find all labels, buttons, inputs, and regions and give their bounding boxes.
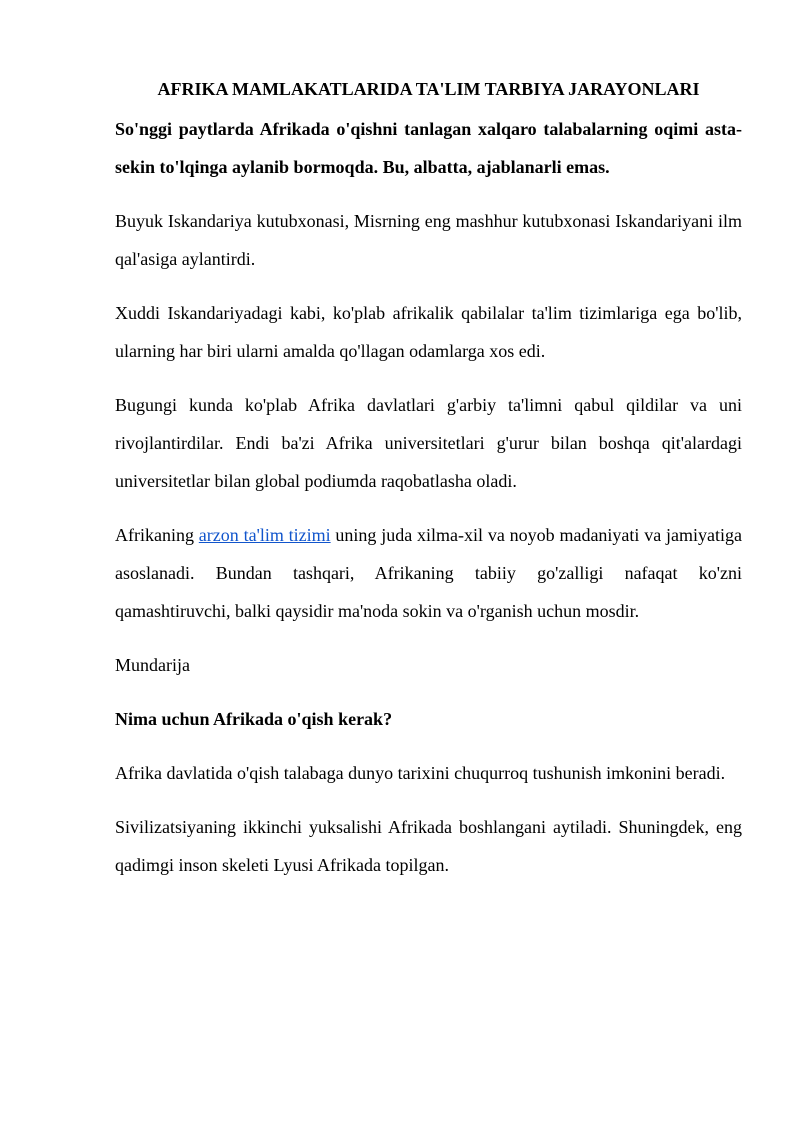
paragraph-civilization: Sivilizatsiyaning ikkinchi yuksalishi Afrikada boshlangani aytiladi. Shuningdek, eng qadimgi inson skeleti Lyusi Afrikada topilgan.: [115, 817, 742, 875]
paragraph-text-after-link: uning juda xilma-xil va noyob madaniyati va jamiyatiga asoslanadi. Bundan tashqari, Afrikaning tabiiy go'zalligi nafaqat ko'zni qamashtiruvchi, balki qaysidir ma'noda sokin va o'rganish uchun mosdir.: [115, 525, 743, 621]
paragraph-library: Buyuk Iskandariya kutubxonasi, Misrning eng mashhur kutubxonasi Iskandariyani ilm qal'asiga aylantirdi.: [115, 211, 742, 269]
table-of-contents-label: Mundarija: [115, 655, 190, 675]
paragraph-history: Afrika davlatida o'qish talabaga dunyo tarixini chuqurroq tushunish imkonini beradi.: [115, 763, 726, 783]
education-system-link[interactable]: arzon ta'lim tizimi: [198, 525, 331, 545]
paragraph-tribes: Xuddi Iskandariyadagi kabi, ko'plab afrikalik qabilalar ta'lim tizimlariga ega bo'lib, ularning har biri ularni amalda qo'llagan odamlarga xos edi.: [115, 303, 742, 361]
paragraph-education-system: [115, 516, 742, 630]
document-page: [115, 70, 742, 900]
paragraph-universities: Bugungi kunda ko'plab Afrika davlatlari g'arbiy ta'limni qabul qildilar va uni rivojlantirdilar. Endi ba'zi Afrika universitetlari g'urur bilan boshqa qit'alardagi universitetlar bilan global podiumda raqobatlasha oladi.: [115, 395, 742, 491]
paragraph-text-before-link: Afrikaning: [115, 525, 199, 545]
section-heading: Nima uchun Afrikada o'qish kerak?: [115, 709, 393, 729]
document-title: AFRIKA MAMLAKATLARIDA TA'LIM TARBIYA JARAYONLARI: [157, 79, 700, 99]
intro-paragraph: So'nggi paytlarda Afrikada o'qishni tanlagan xalqaro talabalarning oqimi asta-sekin to'lqinga aylanib bormoqda. Bu, albatta, ajablanarli emas.: [115, 119, 742, 177]
